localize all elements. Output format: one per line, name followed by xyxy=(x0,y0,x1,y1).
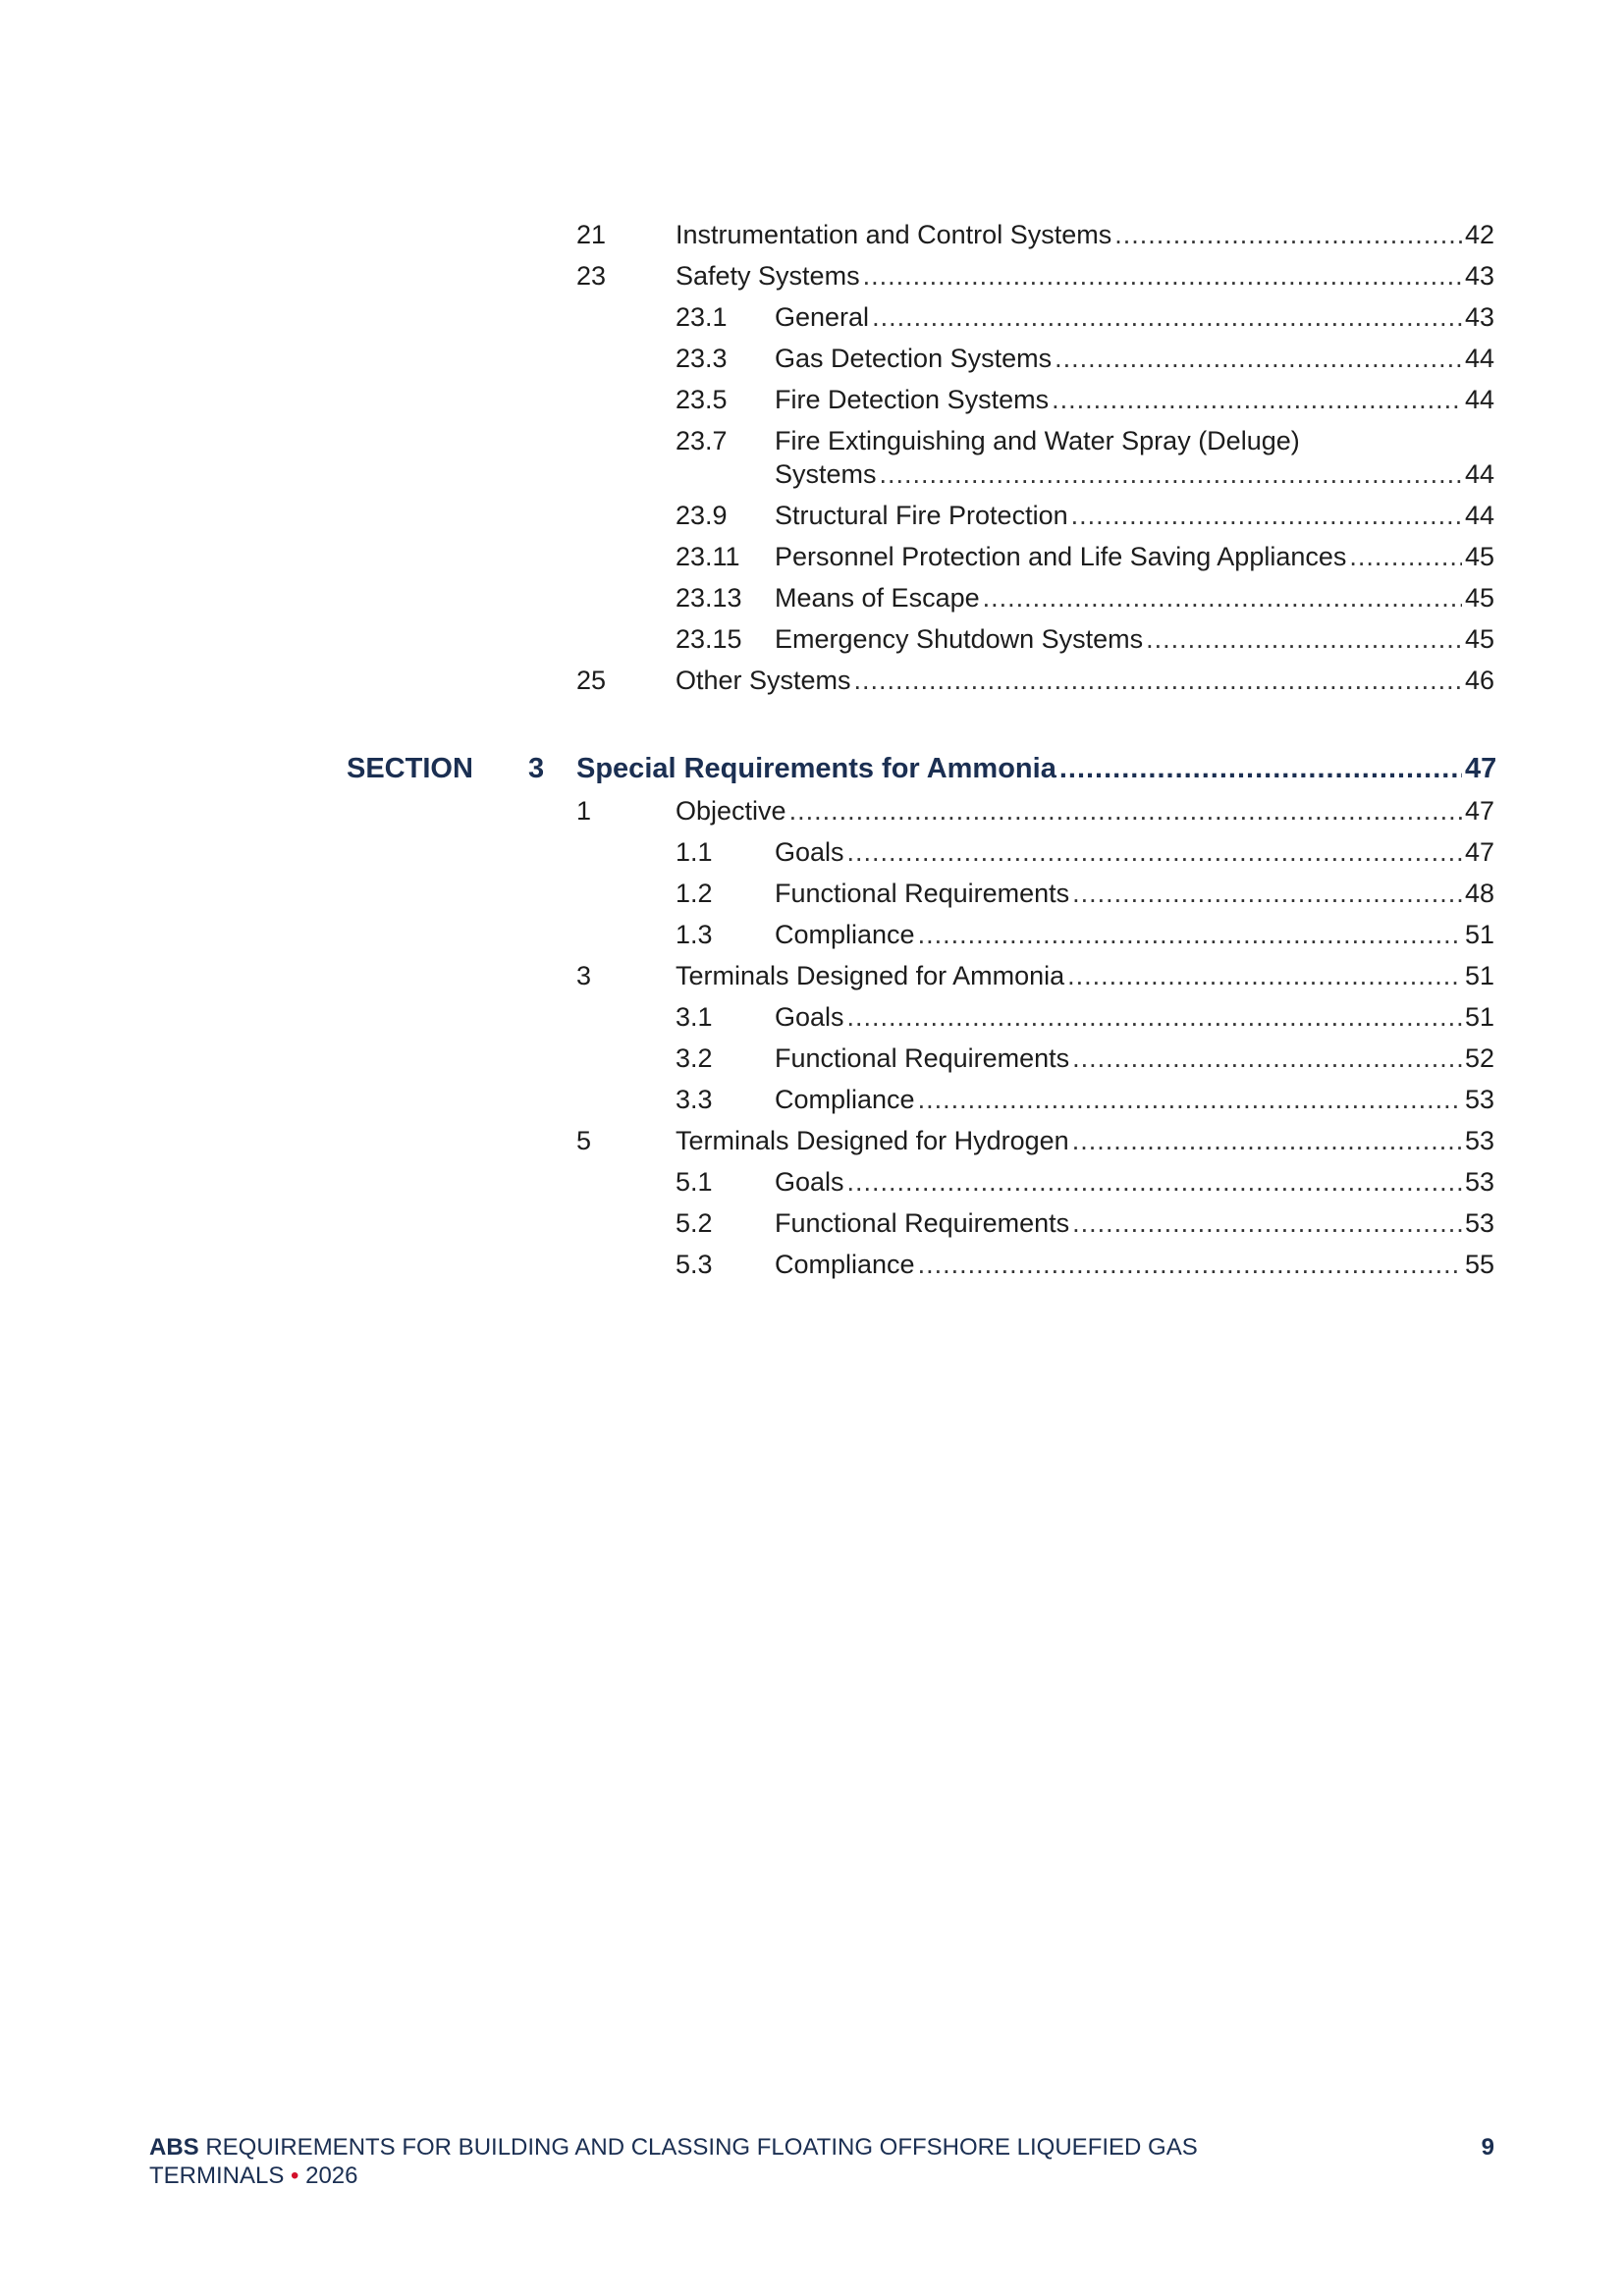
toc-entry-number: 1.3 xyxy=(676,920,713,949)
dot-leader xyxy=(872,300,1462,334)
dot-leader xyxy=(789,794,1462,828)
toc-subentry[interactable] xyxy=(676,1206,1494,1246)
toc-entry[interactable] xyxy=(576,664,1494,703)
toc-entry-page: 53 xyxy=(1465,1208,1495,1238)
section-title: Special Requirements for Ammonia xyxy=(576,753,1056,784)
footer-text-line2: TERMINALS xyxy=(149,2163,292,2189)
toc-entry-title-continued: Systems xyxy=(775,459,877,489)
toc-entry-page: 48 xyxy=(1465,879,1495,908)
toc-entry-page: 51 xyxy=(1465,961,1495,990)
toc-entry-page: 45 xyxy=(1465,624,1495,654)
dot-leader xyxy=(880,457,1462,491)
section-label: SECTION xyxy=(347,753,473,784)
page-footer xyxy=(149,2133,1494,2190)
toc-entry-title: Functional Requirements xyxy=(775,879,1070,908)
toc-entry-page: 55 xyxy=(1465,1250,1495,1279)
dot-leader xyxy=(1055,342,1462,375)
toc-entry[interactable] xyxy=(576,794,1494,833)
toc-entry-title: Emergency Shutdown Systems xyxy=(775,624,1144,654)
toc-entry-number: 5.3 xyxy=(676,1250,713,1279)
footer-bullet: • xyxy=(291,2163,299,2189)
toc-entry-page: 52 xyxy=(1465,1043,1495,1073)
toc-subentry[interactable] xyxy=(676,1165,1494,1204)
toc-entry-number: 3.2 xyxy=(676,1043,713,1073)
dot-leader xyxy=(1072,1041,1462,1075)
footer-brand: ABS xyxy=(149,2134,199,2161)
toc-entry-number: 21 xyxy=(576,220,607,249)
toc-entry-title: Objective xyxy=(676,796,786,826)
toc-entry-page: 45 xyxy=(1465,542,1495,571)
toc-entry-title: Fire Extinguishing and Water Spray (Deluge) xyxy=(775,426,1300,455)
footer-page-number: 9 xyxy=(1481,2134,1494,2161)
toc-entry-page: 44 xyxy=(1465,459,1495,489)
dot-leader xyxy=(1071,499,1462,532)
dot-leader xyxy=(918,1248,1462,1281)
dot-leader xyxy=(854,664,1462,697)
toc-entry-page: 53 xyxy=(1465,1085,1495,1114)
toc-entry-title: Instrumentation and Control Systems xyxy=(676,220,1112,249)
dot-leader xyxy=(847,835,1462,869)
toc-entry-number: 23.1 xyxy=(676,302,728,332)
toc-entry[interactable] xyxy=(576,959,1494,998)
toc-subentry[interactable] xyxy=(676,300,1494,340)
toc-entry-title: Compliance xyxy=(775,1250,915,1279)
toc-entry[interactable] xyxy=(576,1124,1494,1163)
toc-entry-page: 45 xyxy=(1465,583,1495,613)
toc-entry-number: 23 xyxy=(576,261,607,291)
toc-subentry[interactable] xyxy=(676,877,1494,916)
toc-entry-number: 23.3 xyxy=(676,344,728,373)
toc-entry-page: 47 xyxy=(1465,796,1495,826)
toc-entry-title: Safety Systems xyxy=(676,261,860,291)
toc-entry-page: 51 xyxy=(1465,920,1495,949)
toc-entry-number: 5.1 xyxy=(676,1167,713,1197)
toc-entry-page: 44 xyxy=(1465,344,1495,373)
toc-entry-title: Personnel Protection and Life Saving Appliances xyxy=(775,542,1347,571)
toc-subentry[interactable] xyxy=(676,1041,1494,1081)
toc-entry-title: Goals xyxy=(775,837,844,867)
toc-entry-title: General xyxy=(775,302,870,332)
dot-leader xyxy=(863,259,1462,293)
toc-entry-title: Compliance xyxy=(775,920,915,949)
toc-entry-number: 23.5 xyxy=(676,385,728,414)
toc-subentry[interactable] xyxy=(676,499,1494,538)
dot-leader xyxy=(918,1083,1462,1116)
toc-subentry[interactable] xyxy=(676,1083,1494,1122)
toc-entry-title: Goals xyxy=(775,1002,844,1032)
toc-entry-number: 3 xyxy=(576,961,592,990)
toc-section-heading[interactable] xyxy=(0,752,1497,791)
toc-entry-number: 1 xyxy=(576,796,592,826)
toc-entry-page: 47 xyxy=(1465,837,1495,867)
dot-leader xyxy=(847,1000,1462,1034)
toc-entry-number: 3.1 xyxy=(676,1002,713,1032)
footer-title xyxy=(149,2133,1278,2190)
footer-year: 2026 xyxy=(298,2163,358,2189)
toc-subentry[interactable] xyxy=(676,383,1494,422)
dot-leader xyxy=(1072,1124,1462,1157)
toc-entry-number: 5 xyxy=(576,1126,592,1155)
toc-entry[interactable] xyxy=(576,218,1494,257)
toc-entry-page: 43 xyxy=(1465,261,1495,291)
toc-entry-number: 23.9 xyxy=(676,501,728,530)
dot-leader xyxy=(1059,752,1462,785)
toc-subentry[interactable] xyxy=(676,918,1494,957)
dot-leader xyxy=(847,1165,1462,1199)
toc-entry-number: 5.2 xyxy=(676,1208,713,1238)
section-page: 47 xyxy=(1465,753,1497,784)
toc-entry-number: 23.7 xyxy=(676,426,728,455)
toc-subentry[interactable] xyxy=(676,835,1494,875)
toc-entry-page: 44 xyxy=(1465,501,1495,530)
dot-leader xyxy=(1072,1206,1462,1240)
toc-subentry[interactable] xyxy=(676,342,1494,381)
footer-text-line1: REQUIREMENTS FOR BUILDING AND CLASSING FLOATING OFFSHORE LIQUEFIED GAS xyxy=(198,2134,1198,2161)
toc-entry[interactable] xyxy=(576,259,1494,298)
toc-entry-page: 42 xyxy=(1465,220,1495,249)
dot-leader xyxy=(983,581,1462,614)
toc-entry-title: Compliance xyxy=(775,1085,915,1114)
toc-entry-page: 43 xyxy=(1465,302,1495,332)
toc-subentry[interactable] xyxy=(676,424,1494,499)
toc-subentry[interactable] xyxy=(676,1248,1494,1287)
toc-entry-title: Functional Requirements xyxy=(775,1208,1070,1238)
toc-entry-page: 46 xyxy=(1465,666,1495,695)
toc-subentry[interactable] xyxy=(676,581,1494,620)
toc-entry-title: Fire Detection Systems xyxy=(775,385,1050,414)
toc-entry-title: Other Systems xyxy=(676,666,851,695)
toc-entry-number: 23.15 xyxy=(676,624,742,654)
toc-entry-number: 23.11 xyxy=(676,542,740,571)
toc-entry-title: Terminals Designed for Ammonia xyxy=(676,961,1065,990)
toc-entry-title: Means of Escape xyxy=(775,583,980,613)
toc-entry-number: 25 xyxy=(576,666,607,695)
toc-entry-number: 1.1 xyxy=(676,837,713,867)
dot-leader xyxy=(918,918,1462,951)
toc-entry-page: 53 xyxy=(1465,1167,1495,1197)
toc-subentry[interactable] xyxy=(676,622,1494,662)
dot-leader xyxy=(1349,540,1462,573)
toc-entry-title: Structural Fire Protection xyxy=(775,501,1068,530)
toc-entry-title: Terminals Designed for Hydrogen xyxy=(676,1126,1069,1155)
toc-entry-page: 51 xyxy=(1465,1002,1495,1032)
dot-leader xyxy=(1067,959,1462,992)
dot-leader xyxy=(1146,622,1462,656)
dot-leader xyxy=(1052,383,1462,416)
toc-entry-title: Gas Detection Systems xyxy=(775,344,1053,373)
section-number: 3 xyxy=(528,753,545,784)
toc-entry-title: Functional Requirements xyxy=(775,1043,1070,1073)
toc-entry-page: 44 xyxy=(1465,385,1495,414)
dot-leader xyxy=(1072,877,1462,910)
toc-subentry[interactable] xyxy=(676,540,1494,579)
toc-entry-title: Goals xyxy=(775,1167,844,1197)
toc-subentry[interactable] xyxy=(676,1000,1494,1040)
toc-entry-number: 3.3 xyxy=(676,1085,713,1114)
toc-entry-number: 1.2 xyxy=(676,879,713,908)
dot-leader xyxy=(1114,218,1462,251)
toc-entry-page: 53 xyxy=(1465,1126,1495,1155)
toc-entry-number: 23.13 xyxy=(676,583,742,613)
